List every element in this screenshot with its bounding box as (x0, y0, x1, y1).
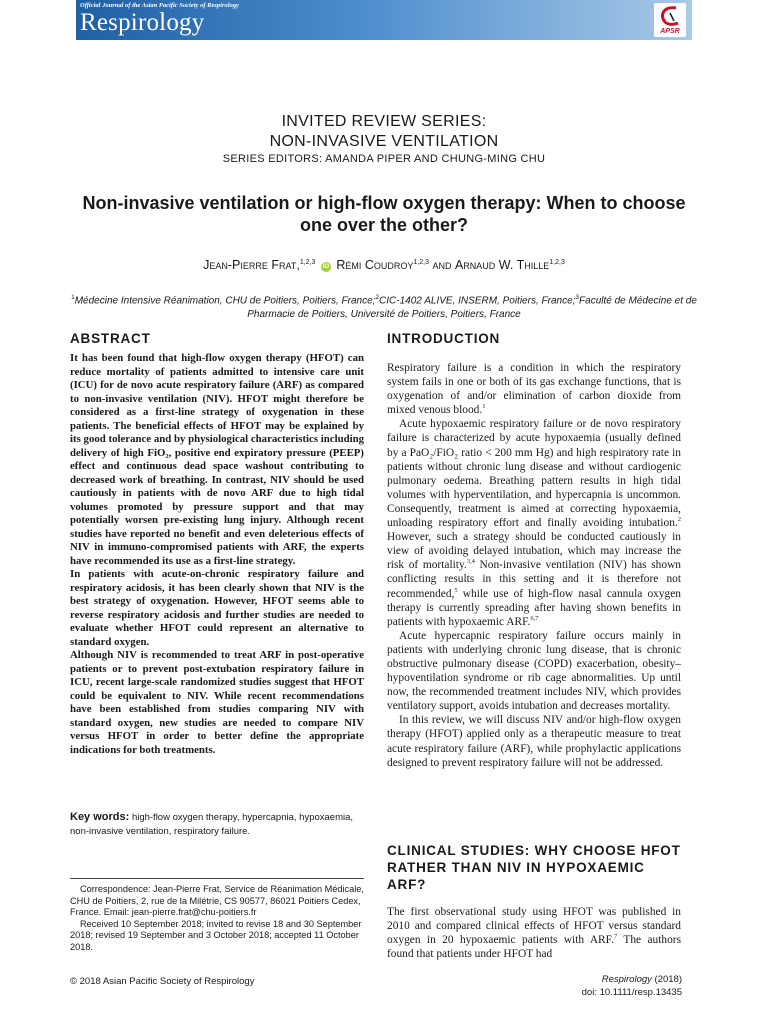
intro-text: while use of high-flow nasal cannula oxygen therapy is currently spreading after having shown benefits in patients with hypoxaemic ARF. (387, 587, 681, 628)
abstract-heading: ABSTRACT (70, 331, 151, 346)
abstract-body (70, 352, 364, 757)
apsr-logo-icon (656, 5, 684, 27)
keywords-text: high-flow oxygen therapy, hypercapnia, hypoxaemia, non-invasive ventilation, respiratory failure. (70, 812, 354, 837)
intro-paragraph: In this review, we will discuss NIV and/or high-flow oxygen therapy (HFOT) applied only as a therapeutic measure to treat acute respiratory failure (ARF), while prophylactic applications designed to prevent respiratory failure will not be addressed. (387, 714, 681, 769)
series-title-line2: NON-INVASIVE VENTILATION (269, 133, 499, 150)
abstract-section (70, 330, 364, 757)
clinical-studies-section (387, 842, 681, 961)
journal-name: Respirology (80, 9, 205, 36)
clinical-paragraph (387, 905, 681, 961)
affil-marker: 3 (575, 294, 580, 301)
correspondence-block (70, 884, 364, 954)
author-affil-ref: 1,2,3 (299, 258, 316, 266)
abstract-paragraph: In patients with acute-on-chronic respiratory failure and respiratory acidosis, it has been clearly shown that NIV is the best strategy of oxygenation. However, HFOT seems able to reverse respiratory acidosis and further studies are needed to evaluate whether HFOT could represent an alternative to standard oxygen. (70, 568, 364, 648)
intro-paragraph (387, 361, 681, 417)
apsr-logo (654, 3, 686, 37)
clinical-body (387, 905, 681, 961)
keywords-label: Key words: (70, 811, 130, 823)
series-editors: SERIES EDITORS: AMANDA PIPER AND CHUNG-MING CHU (222, 153, 546, 165)
introduction-body (387, 361, 681, 770)
author-conjunction: and (432, 258, 452, 272)
affil-text: Faculté de Médecine et de Pharmacie de Poitiers, Université de Poitiers, Poitiers, France (247, 295, 697, 321)
clinical-heading: CLINICAL STUDIES: WHY CHOOSE HFOT RATHER THAN NIV IN HYPOXAEMIC ARF? (387, 843, 681, 892)
author-list (0, 258, 768, 272)
clinical-text: The authors found that patients under HFOT had (387, 934, 682, 961)
clinical-text: The first observational study using HFOT was published in 2010 and compared clinical effects of HFOT versus standard oxygen in 20 hypoxaemic patients with ARF. (387, 906, 681, 947)
article-title: Non-invasive ventilation or high-flow oxygen therapy: When to choose one over the other? (82, 193, 686, 235)
citation-ref: 5 (454, 586, 458, 594)
footer-year: (2018) (654, 974, 682, 985)
footnote-rule (70, 878, 364, 879)
footer-journal-name: Respirology (601, 974, 652, 985)
doi-link[interactable]: doi: 10.1111/resp.13435 (581, 987, 682, 998)
intro-text: Non-invasive ventilation (NIV) has shown conflicting results in this setting and it is therefore not recommended, (387, 559, 681, 600)
author-name: Jean-Pierre Frat, (203, 258, 300, 272)
abstract-paragraph: It has been found that high-flow oxygen therapy (HFOT) can reduce mortality of patients admitted to intensive care unit (ICU) for de novo acute respiratory failure (ARF) as compared to non-invasive ventilation (NIV). HFOT might therefore be considered as a first-line strategy of oxygenation in these patients. The beneficial effects of HFOT may be explained by its good tolerance and by physiological characteristics including delivery of high FiO₂, positive end expiratory pressure (PEEP) effect and continuous dead space washout contributing to decreased work of breathing. In contrast, NIV should be used cautiously in patients with de novo ARF due to high tidal volumes promoted by pressure support and that may potentially worsen pre-existing lung injury. Although recent studies have reported no benefit and even deleterious effects of NIV in immuno-compromised patients with ARF, the experts have recommended its use as a first-line strategy. (70, 352, 364, 567)
orcid-icon[interactable]: iD (322, 263, 330, 270)
journal-citation (582, 973, 682, 999)
citation-ref: 7 (613, 933, 618, 941)
introduction-section (387, 330, 681, 770)
introduction-heading: INTRODUCTION (387, 331, 501, 346)
citation-ref: 6,7 (530, 614, 539, 622)
affil-text: CIC-1402 ALIVE, INSERM, Poitiers, France; (379, 295, 576, 307)
intro-text: However, such a strategy should be conducted cautiously in view of avoiding delayed intubation, which may increase the risk of mortality. (387, 531, 681, 572)
citation-ref: 2 (677, 516, 681, 524)
official-journal-line: Official Journal of the Asian Pacific Society of Respirology (80, 2, 239, 9)
logo-text: APSR (660, 28, 680, 35)
keywords (70, 810, 364, 839)
affil-marker: 2 (375, 294, 380, 301)
journal-banner (76, 0, 692, 40)
affiliations (70, 291, 698, 322)
copyright-notice: © 2018 Asian Pacific Society of Respirology (70, 976, 255, 987)
intro-paragraph: Acute hypercapnic respiratory failure occurs mainly in patients with underlying chronic lung disease, that is chronic obstructive pulmonary disease (COPD) exacerbation, obesity–hypoventilation syndrome or rib cage abnormalities. Up until now, the recommended treatment includes NIV, which provides ventilatory support, avoids intubation and decreases mortality. (387, 629, 681, 713)
correspondence-text: Correspondence: Jean-Pierre Frat, Service de Réanimation Médicale, CHU de Poitiers, 2, rue de la Milétrie, CS 90577, 86021 Poitiers Cedex, France. Email: jean-pierre.frat@chu-poitiers.fr (70, 884, 364, 918)
series-title-line1: INVITED REVIEW SERIES: (281, 113, 487, 130)
author-affil-ref: 1,2,3 (549, 258, 565, 266)
affil-marker: 1 (71, 294, 75, 301)
affil-text: Médecine Intensive Réanimation, CHU de Poitiers, Poitiers, France; (74, 295, 376, 307)
intro-text: Acute hypoxaemic respiratory failure or de novo respiratory failure is characterized by acute hypoxaemia (usually defined by a PaO₂/FiO₂ ratio < 200 mm Hg) and high respiratory rate in patients without chronic lung disease and without cardiogenic pulmonary oedema. Breathing pattern results in high tidal volumes with hyperventilation, and hypercapnia is uncommon. Consequently, treatment is aimed at correcting hypoxaemia, unloading respiratory effort and finally avoiding intubation. (387, 418, 681, 530)
abstract-paragraph: Although NIV is recommended to treat ARF in post-operative patients or to prevent post-extubation respiratory failure in ICU, recent large-scale randomized studies suggest that HFOT could be equivalent to NIV. While recent recommendations have been established from studies comparing NIV with standard oxygen, new studies are needed to compare NIV versus HFOT in order to better define the appropriate indications for both treatments. (70, 649, 364, 756)
author-name: Rémi Coudroy (336, 258, 414, 272)
intro-text: Respiratory failure is a condition in which the respiratory system fails in one or both of its gas exchange functions, that is oxygenation of and/or elimination of carbon dioxide from mixed venous blood. (387, 362, 681, 417)
intro-paragraph (387, 417, 681, 628)
received-dates: Received 10 September 2018; invited to revise 18 and 30 September 2018; revised 19 September and 3 October 2018; accepted 11 October 2018. (70, 918, 362, 952)
author-name: Arnaud W. Thille (454, 258, 550, 272)
citation-ref: 3,4 (466, 558, 475, 566)
citation-ref: 1 (482, 403, 486, 411)
author-affil-ref: 1,2,3 (413, 258, 429, 266)
